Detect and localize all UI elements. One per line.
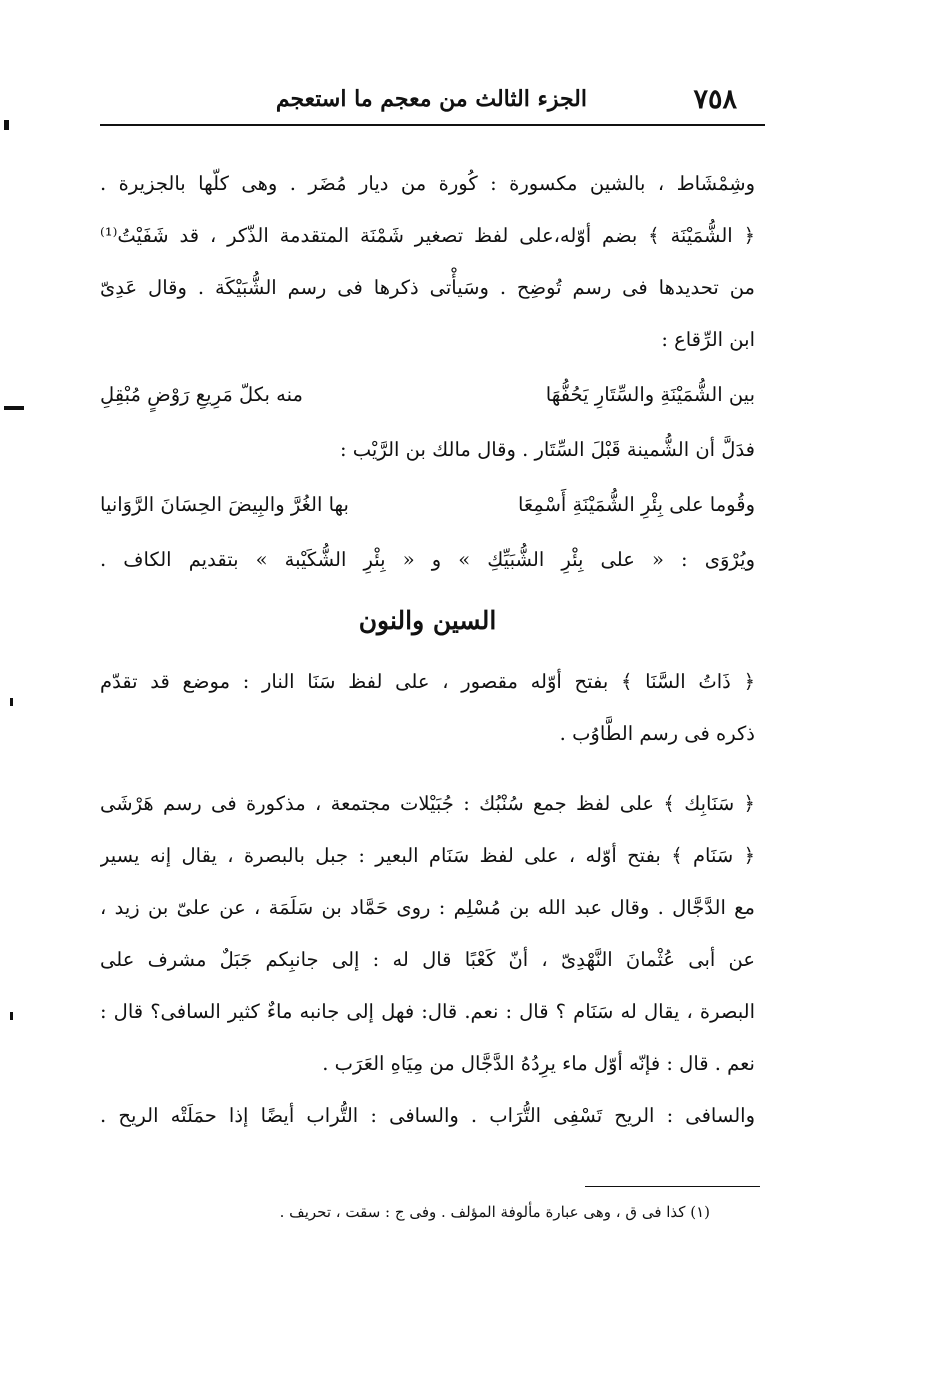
paragraph-shimshat: وشِمْشَاط ، بالشين مكسورة : كُورة من ديار مُضَر . وهى كلّها بالجزيرة .: [100, 172, 755, 195]
entry-shumaynah-line-5: ويُرْوَى : « على بِئْرِ الشُّبَيِّكِ » و « بِئْرِ الشُّكَيْبة » بتقديم الكاف .: [100, 548, 755, 571]
verse-1: [100, 366, 755, 424]
header-rule: [100, 124, 765, 126]
verse-1-second-hemistich: منه بكلّ مَرِيعِ رَوْضٍ مُبْقِلِ: [100, 383, 303, 406]
entry-shumaynah-line-1: ﴿ الشُّمَيْنَة ﴾ بضم أوّله،على لفظ تصغير شَمْنَة المتقدمة الذّكر ، قد شَفَيْتُ⁽¹⁾: [100, 224, 755, 247]
page-number: ٧٥٨: [693, 84, 737, 115]
entry-sanam-line-1: ﴿ سَنَام ﴾ بفتح أوّله ، على لفظ سَنَام البعير : جبل بالبصرة ، يقال إنه يسير: [100, 844, 755, 867]
page-body: [100, 158, 755, 1142]
entry-dhat-alsana-line-1: ﴿ ذَاتُ السَّنَا ﴾ بفتح أوّله مقصور ، على لفظ سَنَا النار : موضع قد تقدّم: [100, 670, 755, 693]
verse-2: [100, 476, 755, 534]
paragraph-gap: [100, 760, 755, 778]
entry-shumaynah-line-2: من تحديدها فى رسم تُوضِح . وسَيأْتى ذكرها فى رسم الشُّبَيْكَة . وقال عَدِىّ: [100, 276, 755, 299]
footnote-rule: [585, 1186, 760, 1187]
entry-shumaynah-line-4: فدَلَّ أن الشُّمينة قَبْلَ السِّتَار . وقال مالك بن الرَّيْب :: [339, 438, 755, 461]
verse-2-second-hemistich: بها الغُرَّ والبِيضَ الحِسَانَ الرَّوَانيا: [100, 493, 349, 516]
margin-mark-top: [4, 120, 9, 130]
footnote: (١) كذا فى ق ، وهى عبارة مألوفة المؤلف . وفى ج : سقت ، تحريف .: [279, 1203, 710, 1221]
entry-dhat-alsana-line-2: ذكره فى رسم الطَّاوُب .: [559, 722, 755, 745]
entry-shumaynah-line-3: ابن الرِّقاع :: [661, 328, 755, 351]
entry-sanam-line-5: نعم . قال : فإنّه أوّل ماء يرِدُهُ الدَّجَّال من مِيَاهِ العَرَب .: [322, 1052, 755, 1075]
section-heading: السين والنون: [358, 606, 497, 635]
margin-mark-left-dash: [4, 406, 24, 410]
margin-mark-left-dot-1: [10, 698, 13, 706]
entry-sanam-line-3: عن أبى عُثْمانَ النَّهْدِىّ ، أنّ كَعْبًا قال له : إلى جانبِكم جَبَلٌ مشرف على: [100, 948, 755, 971]
margin-mark-left-dot-2: [10, 1012, 13, 1020]
verse-2-first-hemistich: وقُوما على بِئْرِ الشُّمَيْنَةِ أَسْمِعَا: [517, 493, 755, 516]
entry-sanam-line-4: البصرة ، يقال له سَنَام ؟ قال : نعم. قال: فهل إلى جانبه ماءٌ كثير السافى؟ قال :: [100, 1000, 755, 1023]
running-title: الجزء الثالث من معجم ما استعجم: [275, 86, 587, 112]
entry-sanam-line-2: مع الدَّجَّال . وقال عبد الله بن مُسْلِم : روى حَمَّاد بن سَلَمَة ، عن علىّ بن زيد ،: [100, 896, 755, 919]
entry-sanam-line-6: والسافى : الريح تَسْفِى التُّرَاب . والسافى : التُّراب أيضًا إذا حمَلَتْه الريح .: [100, 1104, 755, 1127]
entry-sanabik-line-1: ﴿ سَنَابِك ﴾ على لفظ جمع سُنْبُك : جُبَيْلات مجتمعة ، مذكورة فى رسم هَرْشَى: [100, 792, 755, 815]
page-header: [100, 78, 765, 122]
verse-1-first-hemistich: بين الشُّمَيْنَةِ والسِّتَارِ يَحُفُّهَا: [545, 383, 755, 406]
